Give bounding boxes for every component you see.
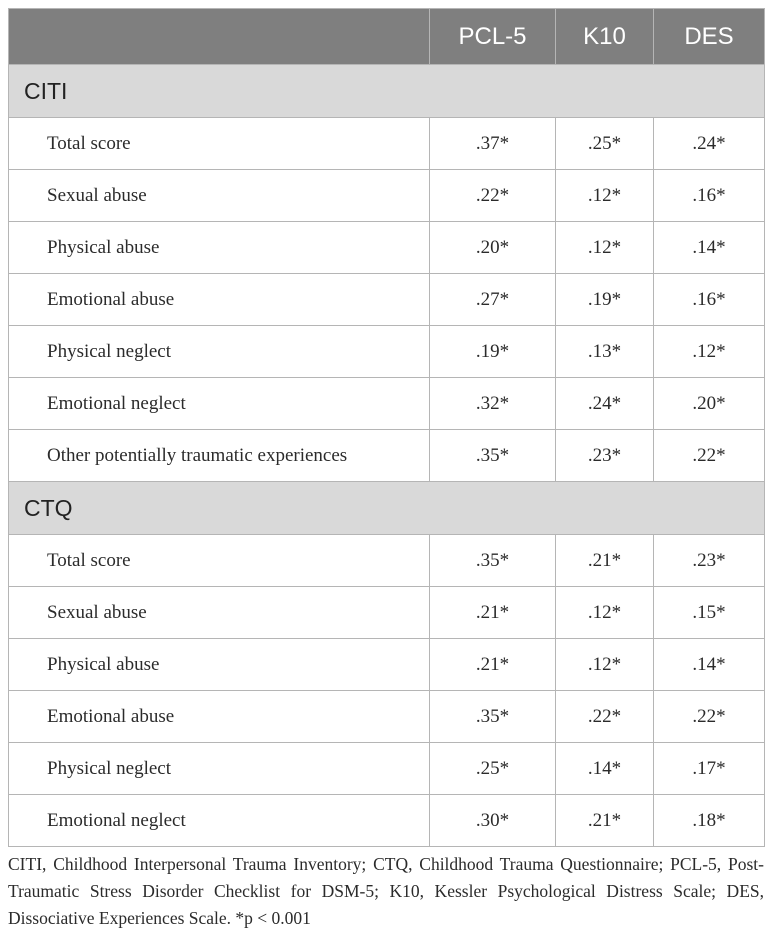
cell-pcl5: .32* [430,378,556,430]
column-header-k10: K10 [556,9,654,65]
cell-k10: .23* [556,430,654,482]
cell-pcl5: .25* [430,743,556,795]
section-row-ctq [9,482,765,535]
table-row [9,639,765,691]
table-row [9,118,765,170]
row-label: Sexual abuse [9,170,430,222]
row-label: Total score [9,118,430,170]
cell-des: .17* [654,743,765,795]
table-row [9,326,765,378]
cell-pcl5: .27* [430,274,556,326]
cell-k10: .14* [556,743,654,795]
row-label: Other potentially traumatic experiences [9,430,430,482]
row-label: Physical neglect [9,743,430,795]
cell-des: .24* [654,118,765,170]
cell-pcl5: .30* [430,795,556,847]
table-footnote: CITI, Childhood Interpersonal Trauma Inventory; CTQ, Childhood Trauma Questionnaire; PCL-5, Post-Traumatic Stress Disorder Checklist for DSM-5; K10, Kessler Psychological Distress Scale; DES, Dissociative Experiences Scale. *p < 0.001 [8,854,764,928]
cell-pcl5: .37* [430,118,556,170]
cell-des: .18* [654,795,765,847]
cell-pcl5: .20* [430,222,556,274]
cell-k10: .24* [556,378,654,430]
cell-k10: .19* [556,274,654,326]
row-label: Sexual abuse [9,587,430,639]
section-row-citi [9,65,765,118]
cell-k10: .12* [556,639,654,691]
table-row [9,535,765,587]
cell-pcl5: .35* [430,535,556,587]
cell-k10: .12* [556,170,654,222]
table-row [9,274,765,326]
row-label: Physical neglect [9,326,430,378]
row-label: Emotional neglect [9,378,430,430]
row-label: Emotional abuse [9,274,430,326]
section-label: CTQ [9,482,765,535]
cell-des: .14* [654,222,765,274]
table-row [9,222,765,274]
cell-k10: .12* [556,587,654,639]
header-row [9,9,765,65]
header-corner-cell [9,9,430,65]
cell-k10: .22* [556,691,654,743]
cell-k10: .21* [556,535,654,587]
section-label: CITI [9,65,765,118]
table-row [9,170,765,222]
cell-des: .20* [654,378,765,430]
cell-des: .16* [654,274,765,326]
row-label: Emotional abuse [9,691,430,743]
table-row [9,587,765,639]
column-header-des: DES [654,9,765,65]
cell-pcl5: .19* [430,326,556,378]
correlation-table-container [8,8,764,847]
table-row [9,795,765,847]
cell-k10: .12* [556,222,654,274]
cell-k10: .13* [556,326,654,378]
cell-des: .12* [654,326,765,378]
correlation-table [8,8,765,847]
cell-pcl5: .21* [430,587,556,639]
cell-pcl5: .35* [430,691,556,743]
cell-des: .15* [654,587,765,639]
cell-pcl5: .35* [430,430,556,482]
cell-des: .16* [654,170,765,222]
row-label: Physical abuse [9,222,430,274]
table-row [9,743,765,795]
cell-pcl5: .21* [430,639,556,691]
table-row [9,430,765,482]
column-header-pcl5: PCL-5 [430,9,556,65]
table-row [9,691,765,743]
row-label: Physical abuse [9,639,430,691]
cell-des: .23* [654,535,765,587]
table-row [9,378,765,430]
table-body [9,65,765,847]
cell-pcl5: .22* [430,170,556,222]
row-label: Emotional neglect [9,795,430,847]
cell-des: .14* [654,639,765,691]
cell-k10: .21* [556,795,654,847]
cell-des: .22* [654,691,765,743]
cell-des: .22* [654,430,765,482]
row-label: Total score [9,535,430,587]
cell-k10: .25* [556,118,654,170]
